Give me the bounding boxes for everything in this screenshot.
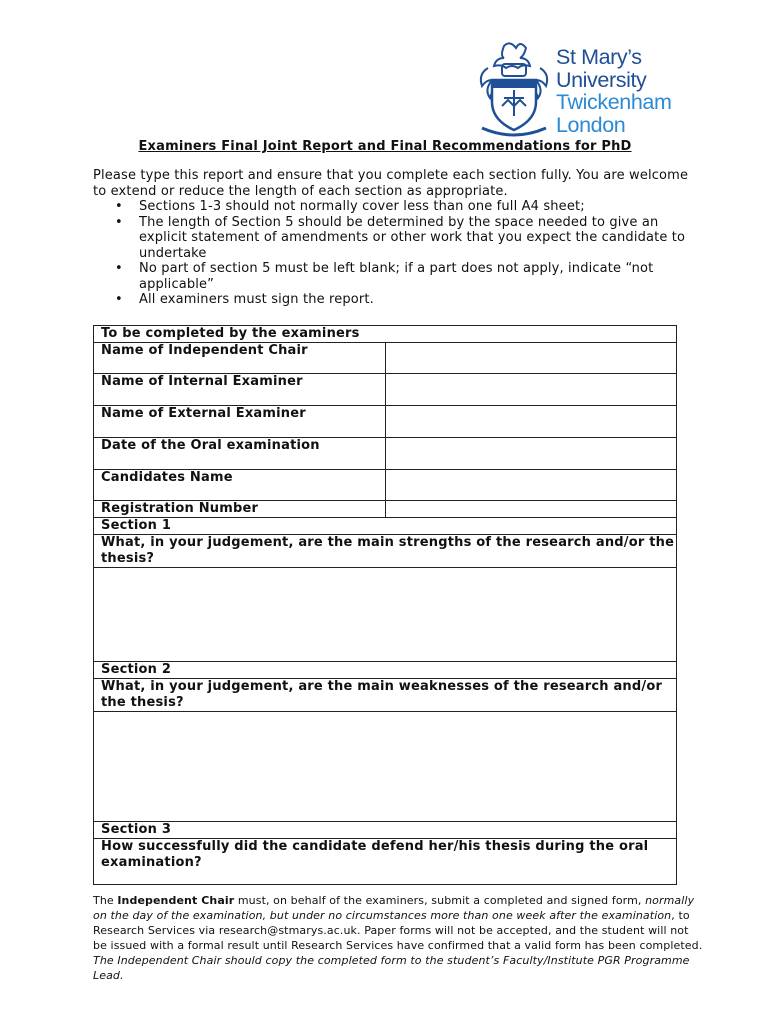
examiners-form — [93, 325, 677, 885]
instruction-item — [93, 261, 693, 292]
footer-deadline-text: normally on the day of the examination, but under no circumstances more than one week after the examination — [93, 894, 695, 922]
candidate-name-field[interactable] — [385, 470, 676, 501]
bullet-icon: • — [115, 292, 123, 307]
registration-number-field[interactable] — [385, 501, 676, 518]
document-title: Examiners Final Joint Report and Final Recommendations for PhD — [138, 139, 632, 154]
university-logo — [474, 40, 684, 140]
field-label-internal-examiner: Name of Internal Examiner — [94, 374, 386, 406]
instructions-paragraph: Please type this report and ensure that you complete each section fully. You are welcome to extend or reduce the length of each section as appropriate. — [93, 168, 689, 199]
logo-line-4: London — [556, 112, 626, 137]
field-label-candidate-name: Candidates Name — [94, 470, 386, 501]
footer-paragraph — [93, 893, 703, 983]
instruction-text: All examiners must sign the report. — [139, 292, 374, 307]
bullet-icon: • — [115, 199, 123, 214]
instruction-item — [93, 199, 693, 215]
field-label-oral-exam-date: Date of the Oral examination — [94, 438, 386, 470]
logo-line-3: Twickenham — [556, 90, 672, 114]
crest-icon — [474, 40, 554, 138]
instruction-item — [93, 292, 693, 308]
section-2-question: What, in your judgement, are the main weaknesses of the research and/or the thesis? — [94, 679, 677, 712]
field-label-independent-chair: Name of Independent Chair — [94, 343, 386, 374]
section-2-answer-field[interactable] — [94, 712, 677, 822]
section-3-question: How successfully did the candidate defend her/his thesis during the oral examination? — [94, 839, 677, 885]
section-1-label: Section 1 — [94, 518, 677, 535]
instruction-text: No part of section 5 must be left blank; if a part does not apply, indicate “not applicable” — [139, 261, 654, 292]
instruction-item — [93, 215, 693, 262]
instructions-list — [93, 199, 693, 308]
oral-exam-date-field[interactable] — [385, 438, 676, 470]
form-header: To be completed by the examiners — [94, 326, 677, 343]
instruction-text: The length of Section 5 should be determined by the space needed to give an explicit statement of amendments or other work that you expect the candidate to undertake — [139, 214, 686, 261]
bullet-icon: • — [115, 214, 123, 230]
logo-line-2: University — [556, 67, 647, 92]
logo-wordmark — [556, 46, 672, 136]
bullet-icon: • — [115, 261, 123, 276]
instructions — [93, 168, 693, 308]
footer-text: , to Research Services via research@stmarys.ac.uk. Paper forms will not be accepted, and the student will not be issued with a formal result until Research Services have confirmed that a valid form has been completed. — [93, 909, 703, 952]
external-examiner-field[interactable] — [385, 406, 676, 438]
field-label-registration-number: Registration Number — [94, 501, 386, 518]
field-label-external-examiner: Name of External Examiner — [94, 406, 386, 438]
section-1-question: What, in your judgement, are the main strengths of the research and/or the thesis? — [94, 535, 677, 568]
section-1-answer-field[interactable] — [94, 568, 677, 662]
footer-copy-instruction: The Independent Chair should copy the completed form to the student’s Faculty/Institute PGR Programme Lead. — [93, 954, 690, 982]
footer-emphasis-chair: Independent Chair — [117, 894, 235, 907]
section-2-label: Section 2 — [94, 662, 677, 679]
instruction-text: Sections 1-3 should not normally cover less than one full A4 sheet; — [139, 199, 585, 214]
independent-chair-field[interactable] — [385, 343, 676, 374]
section-3-label: Section 3 — [94, 822, 677, 839]
internal-examiner-field[interactable] — [385, 374, 676, 406]
footer-text: must, on behalf of the examiners, submit a completed and signed form, — [234, 894, 646, 907]
footer-note — [93, 893, 703, 983]
logo-line-1: St Mary’s — [556, 45, 642, 69]
footer-text: The — [93, 894, 118, 907]
